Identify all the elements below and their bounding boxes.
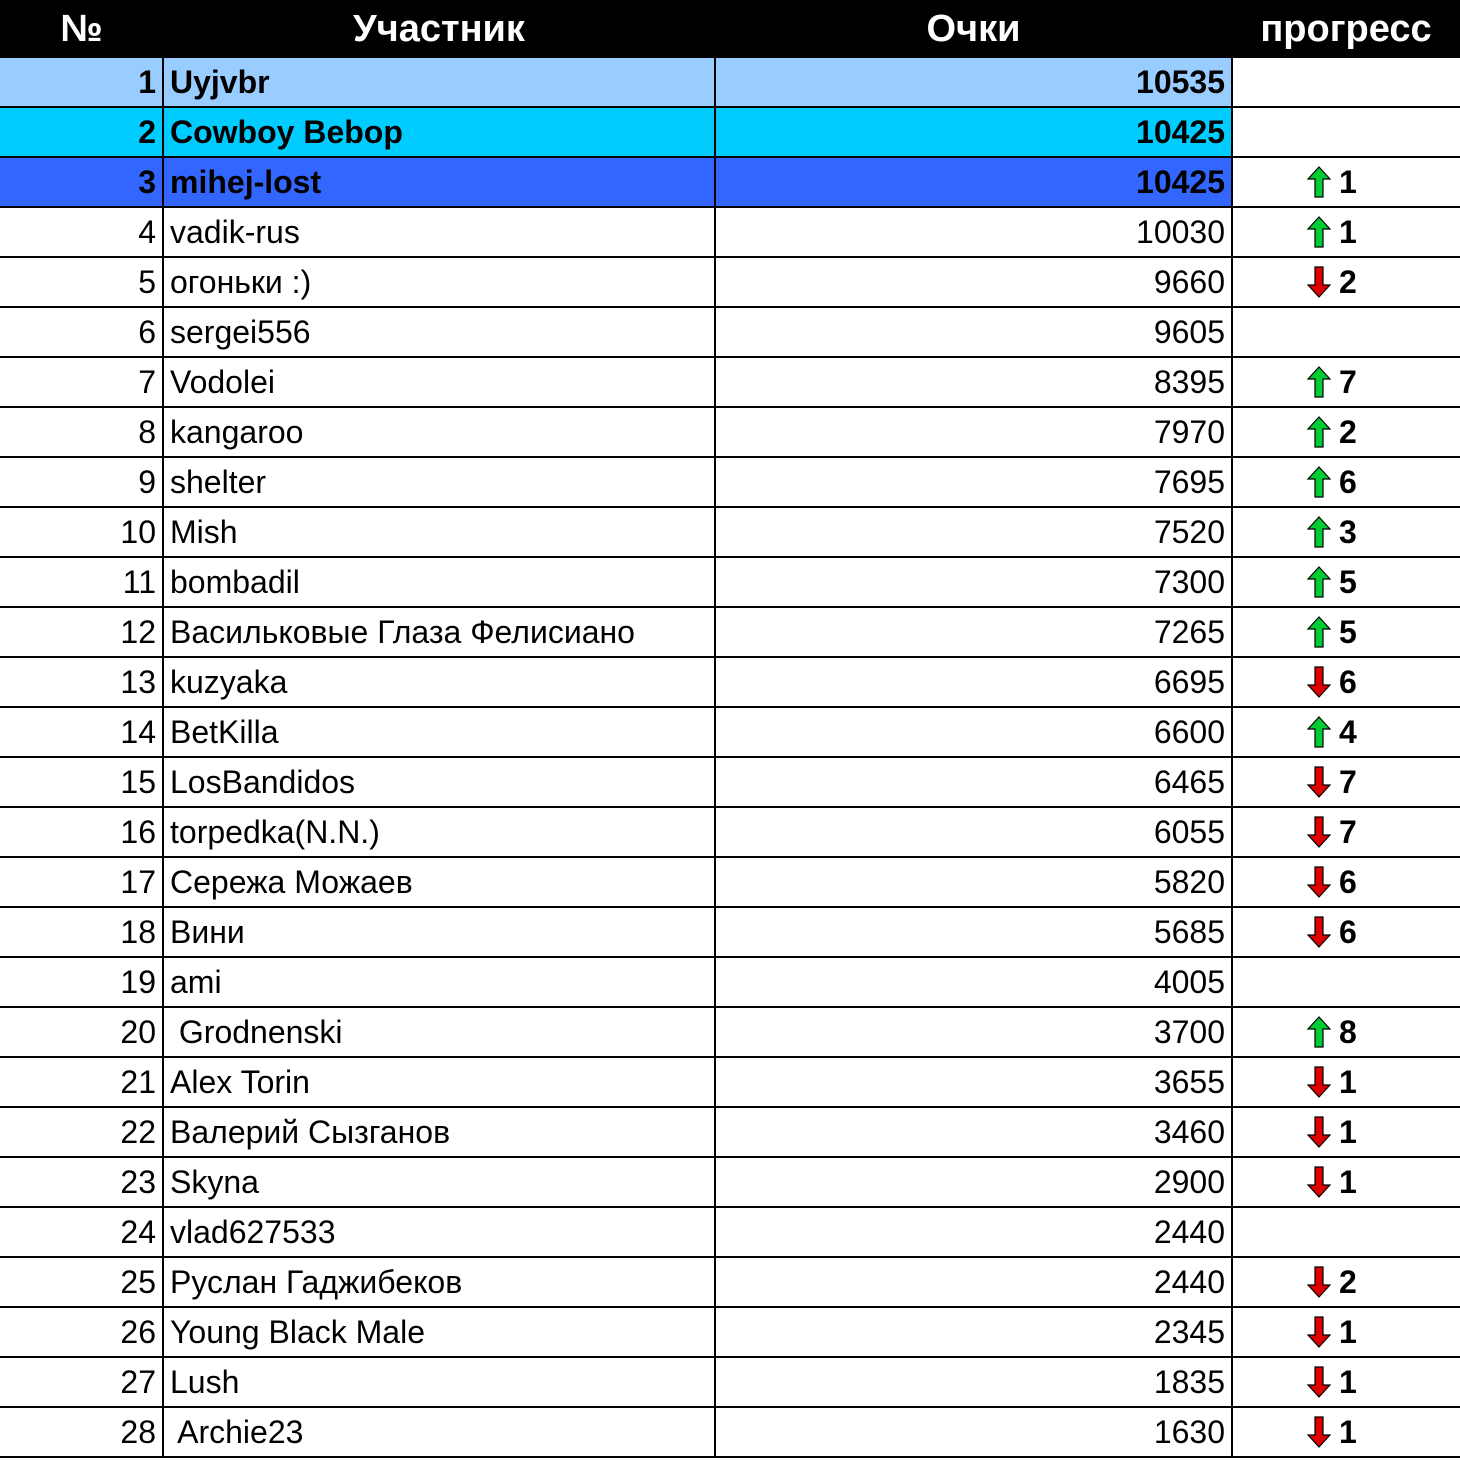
arrow-down-icon (1307, 666, 1331, 698)
table-row (0, 257, 1460, 307)
rank-cell: 5 (0, 257, 163, 307)
rank-cell: 6 (0, 307, 163, 357)
progress-value: 3 (1339, 513, 1357, 550)
progress-cell (1232, 1307, 1460, 1357)
header-progress: прогресс (1232, 0, 1460, 58)
progress-cell (1232, 557, 1460, 607)
table-body (0, 58, 1460, 1457)
arrow-down-icon (1307, 766, 1331, 798)
rank-cell: 19 (0, 957, 163, 1007)
rank-cell: 7 (0, 357, 163, 407)
rank-cell: 9 (0, 457, 163, 507)
table-row (0, 1207, 1460, 1257)
participant-name-cell: Grodnenski (163, 1007, 715, 1057)
points-cell: 2440 (715, 1257, 1232, 1307)
progress-value: 6 (1339, 663, 1357, 700)
participant-name-cell: Alex Torin (163, 1057, 715, 1107)
progress-cell (1232, 507, 1460, 557)
rank-cell: 10 (0, 507, 163, 557)
progress-value: 4 (1339, 713, 1357, 750)
progress-value: 7 (1339, 763, 1357, 800)
progress-cell (1232, 307, 1460, 357)
table-row (0, 507, 1460, 557)
table-header (0, 0, 1460, 58)
arrow-up-icon (1307, 416, 1331, 448)
progress-cell (1232, 1207, 1460, 1257)
progress-cell (1232, 157, 1460, 207)
progress-cell (1232, 1157, 1460, 1207)
header-participant: Участник (163, 0, 715, 58)
points-cell: 6695 (715, 657, 1232, 707)
progress-value: 2 (1339, 413, 1357, 450)
rank-cell: 23 (0, 1157, 163, 1207)
participant-name-cell: bombadil (163, 557, 715, 607)
progress-value: 6 (1339, 913, 1357, 950)
progress-value: 1 (1339, 213, 1357, 250)
participant-name-cell: kangaroo (163, 407, 715, 457)
rank-cell: 17 (0, 857, 163, 907)
progress-value: 1 (1339, 1413, 1357, 1450)
participant-name-cell: Mish (163, 507, 715, 557)
participant-name-cell: Archie23 (163, 1407, 715, 1457)
points-cell: 7970 (715, 407, 1232, 457)
points-cell: 7520 (715, 507, 1232, 557)
points-cell: 9660 (715, 257, 1232, 307)
participant-name-cell: shelter (163, 457, 715, 507)
progress-value: 7 (1339, 813, 1357, 850)
progress-value: 1 (1339, 163, 1357, 200)
table-row (0, 807, 1460, 857)
participant-name-cell: Cowboy Bebop (163, 107, 715, 157)
progress-value: 6 (1339, 463, 1357, 500)
points-cell: 10425 (715, 107, 1232, 157)
participant-name-cell: vlad627533 (163, 1207, 715, 1257)
table-row (0, 757, 1460, 807)
points-cell: 3460 (715, 1107, 1232, 1157)
table-row (0, 58, 1460, 107)
points-cell: 6465 (715, 757, 1232, 807)
table-row (0, 157, 1460, 207)
arrow-up-icon (1307, 166, 1331, 198)
arrow-down-icon (1307, 1416, 1331, 1448)
table-row (0, 357, 1460, 407)
progress-value: 1 (1339, 1363, 1357, 1400)
table-row (0, 457, 1460, 507)
progress-cell (1232, 457, 1460, 507)
progress-value: 1 (1339, 1063, 1357, 1100)
participant-name-cell: Uyjvbr (163, 58, 715, 107)
arrow-down-icon (1307, 816, 1331, 848)
arrow-down-icon (1307, 266, 1331, 298)
arrow-down-icon (1307, 1066, 1331, 1098)
points-cell: 4005 (715, 957, 1232, 1007)
table-row (0, 957, 1460, 1007)
table-row (0, 407, 1460, 457)
points-cell: 10030 (715, 207, 1232, 257)
points-cell: 6055 (715, 807, 1232, 857)
table-row (0, 1407, 1460, 1457)
arrow-down-icon (1307, 1366, 1331, 1398)
arrow-up-icon (1307, 516, 1331, 548)
points-cell: 5685 (715, 907, 1232, 957)
points-cell: 2345 (715, 1307, 1232, 1357)
rank-cell: 4 (0, 207, 163, 257)
rank-cell: 12 (0, 607, 163, 657)
progress-cell (1232, 107, 1460, 157)
rank-cell: 21 (0, 1057, 163, 1107)
participant-name-cell: огоньки :) (163, 257, 715, 307)
rank-cell: 3 (0, 157, 163, 207)
header-points: Очки (715, 0, 1232, 58)
arrow-up-icon (1307, 216, 1331, 248)
points-cell: 10425 (715, 157, 1232, 207)
progress-cell (1232, 257, 1460, 307)
rank-cell: 16 (0, 807, 163, 857)
header-num: № (0, 0, 163, 58)
arrow-down-icon (1307, 1266, 1331, 1298)
points-cell: 7695 (715, 457, 1232, 507)
progress-cell (1232, 1107, 1460, 1157)
progress-cell (1232, 1357, 1460, 1407)
points-cell: 10535 (715, 58, 1232, 107)
arrow-up-icon (1307, 466, 1331, 498)
progress-cell (1232, 407, 1460, 457)
participant-name-cell: BetKilla (163, 707, 715, 757)
table-row (0, 1157, 1460, 1207)
arrow-down-icon (1307, 1166, 1331, 1198)
progress-value: 2 (1339, 263, 1357, 300)
table-row (0, 857, 1460, 907)
rank-cell: 26 (0, 1307, 163, 1357)
points-cell: 7300 (715, 557, 1232, 607)
points-cell: 2440 (715, 1207, 1232, 1257)
progress-value: 2 (1339, 1263, 1357, 1300)
table-row (0, 1357, 1460, 1407)
table-row (0, 107, 1460, 157)
points-cell: 5820 (715, 857, 1232, 907)
progress-cell (1232, 957, 1460, 1007)
participant-name-cell: Lush (163, 1357, 715, 1407)
progress-cell (1232, 757, 1460, 807)
rank-cell: 20 (0, 1007, 163, 1057)
arrow-up-icon (1307, 616, 1331, 648)
progress-value: 7 (1339, 363, 1357, 400)
arrow-up-icon (1307, 716, 1331, 748)
rank-cell: 27 (0, 1357, 163, 1407)
participant-name-cell: Вини (163, 907, 715, 957)
rank-cell: 15 (0, 757, 163, 807)
points-cell: 3655 (715, 1057, 1232, 1107)
rank-cell: 8 (0, 407, 163, 457)
points-cell: 8395 (715, 357, 1232, 407)
participant-name-cell: Руслан Гаджибеков (163, 1257, 715, 1307)
table-row (0, 307, 1460, 357)
progress-cell (1232, 907, 1460, 957)
progress-value: 1 (1339, 1113, 1357, 1150)
table-row (0, 1257, 1460, 1307)
arrow-up-icon (1307, 566, 1331, 598)
participant-name-cell: ami (163, 957, 715, 1007)
progress-cell (1232, 807, 1460, 857)
progress-cell (1232, 657, 1460, 707)
participant-name-cell: Skyna (163, 1157, 715, 1207)
progress-value: 8 (1339, 1013, 1357, 1050)
arrow-down-icon (1307, 866, 1331, 898)
table-row (0, 207, 1460, 257)
arrow-down-icon (1307, 916, 1331, 948)
rank-cell: 1 (0, 58, 163, 107)
participant-name-cell: LosBandidos (163, 757, 715, 807)
participant-name-cell: Сережа Можаев (163, 857, 715, 907)
arrow-up-icon (1307, 1016, 1331, 1048)
arrow-down-icon (1307, 1316, 1331, 1348)
table-row (0, 1007, 1460, 1057)
arrow-up-icon (1307, 366, 1331, 398)
progress-value: 6 (1339, 863, 1357, 900)
participant-name-cell: kuzyaka (163, 657, 715, 707)
progress-cell (1232, 207, 1460, 257)
participant-name-cell: Vodolei (163, 357, 715, 407)
rank-cell: 25 (0, 1257, 163, 1307)
progress-cell (1232, 1057, 1460, 1107)
rank-cell: 24 (0, 1207, 163, 1257)
participant-name-cell: Васильковые Глаза Фелисиано (163, 607, 715, 657)
table-row (0, 707, 1460, 757)
header-row (0, 0, 1460, 58)
rank-cell: 11 (0, 557, 163, 607)
progress-cell (1232, 357, 1460, 407)
points-cell: 7265 (715, 607, 1232, 657)
progress-cell (1232, 607, 1460, 657)
progress-cell (1232, 1407, 1460, 1457)
table-row (0, 1107, 1460, 1157)
progress-cell (1232, 707, 1460, 757)
table-row (0, 907, 1460, 957)
participant-name-cell: Young Black Male (163, 1307, 715, 1357)
participant-name-cell: sergei556 (163, 307, 715, 357)
progress-cell (1232, 1257, 1460, 1307)
progress-cell (1232, 1007, 1460, 1057)
progress-cell (1232, 857, 1460, 907)
arrow-down-icon (1307, 1116, 1331, 1148)
rank-cell: 14 (0, 707, 163, 757)
progress-value: 1 (1339, 1313, 1357, 1350)
rank-cell: 28 (0, 1407, 163, 1457)
points-cell: 9605 (715, 307, 1232, 357)
points-cell: 1835 (715, 1357, 1232, 1407)
participant-name-cell: vadik-rus (163, 207, 715, 257)
progress-value: 5 (1339, 563, 1357, 600)
points-cell: 2900 (715, 1157, 1232, 1207)
table-row (0, 1057, 1460, 1107)
rank-cell: 13 (0, 657, 163, 707)
progress-value: 1 (1339, 1163, 1357, 1200)
participant-name-cell: torpedka(N.N.) (163, 807, 715, 857)
table-row (0, 1307, 1460, 1357)
participant-name-cell: mihej-lost (163, 157, 715, 207)
table-row (0, 557, 1460, 607)
progress-value: 5 (1339, 613, 1357, 650)
points-cell: 3700 (715, 1007, 1232, 1057)
rank-cell: 18 (0, 907, 163, 957)
points-cell: 6600 (715, 707, 1232, 757)
participant-name-cell: Валерий Сызганов (163, 1107, 715, 1157)
points-cell: 1630 (715, 1407, 1232, 1457)
table-row (0, 607, 1460, 657)
rank-cell: 2 (0, 107, 163, 157)
rank-cell: 22 (0, 1107, 163, 1157)
progress-cell (1232, 58, 1460, 107)
table-row (0, 657, 1460, 707)
